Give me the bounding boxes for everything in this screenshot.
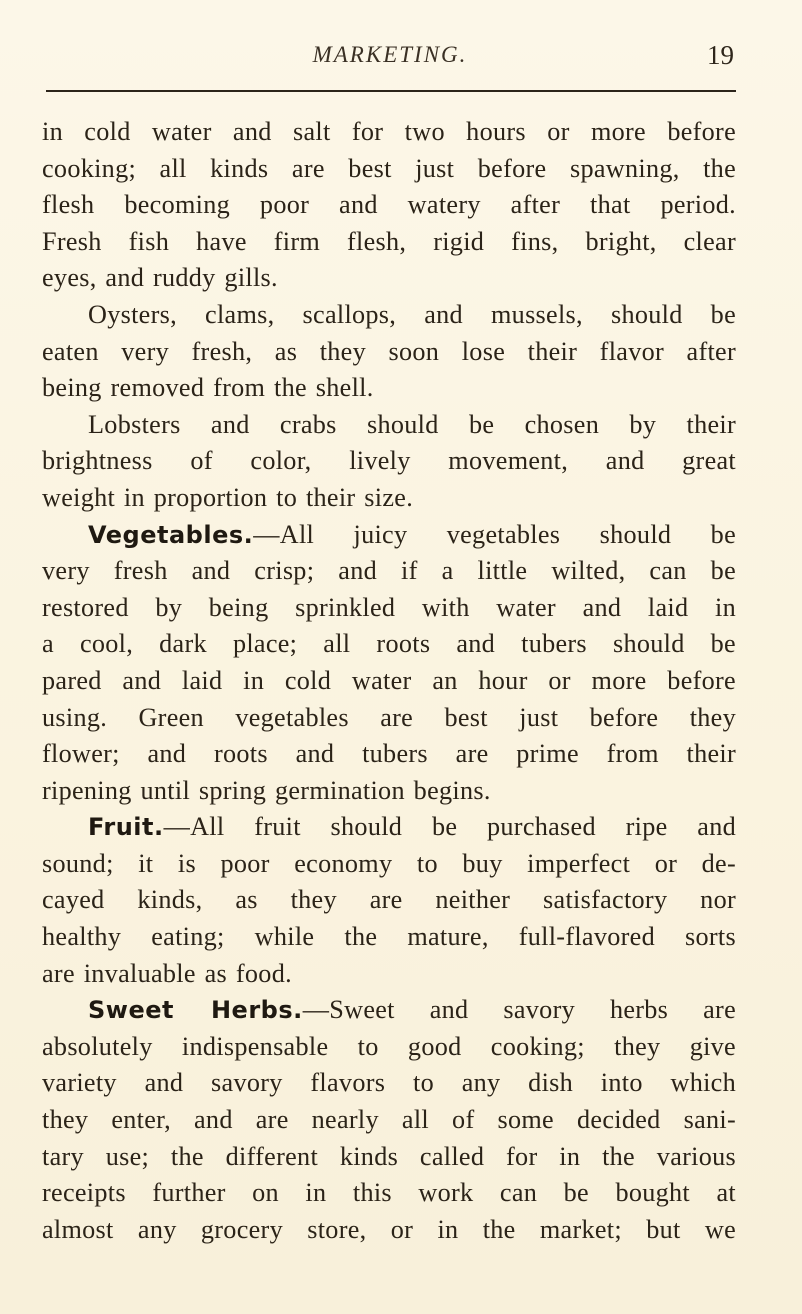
text-line: they enter, and are nearly all of some decided sani-	[42, 1105, 736, 1135]
section-heading-vegetables: Vegetables.	[88, 520, 254, 549]
text-line: eyes, and ruddy gills.	[42, 263, 278, 293]
text-line: cooking; all kinds are best just before spawning, the	[42, 153, 736, 183]
text-line: in cold water and salt for two hours or more before	[42, 117, 736, 146]
text-line: very fresh and crisp; and if a little wilted, can be	[42, 556, 736, 586]
text-line: —All juicy vegetables should be	[253, 519, 736, 549]
section-heading-fruit: Fruit.	[88, 813, 164, 842]
text-line: —All fruit should be purchased ripe and	[163, 812, 736, 842]
text-line: sound; it is poor economy to buy imperfect or de-	[42, 848, 736, 878]
text-line: absolutely indispensable to good cooking; they give	[42, 1031, 736, 1061]
text-line: weight in proportion to their size.	[42, 482, 414, 512]
text-line: eaten very fresh, as they soon lose their flavor after	[42, 336, 736, 366]
text-line: Oysters, clams, scallops, and mussels, should be	[88, 299, 736, 329]
text-line: ripening until spring germination begins.	[42, 775, 491, 805]
text-line: a cool, dark place; all roots and tubers should be	[42, 629, 736, 659]
text-line: receipts further on in this work can be bought at	[42, 1178, 736, 1208]
text-line: variety and savory flavors to any dish into which	[42, 1068, 736, 1098]
text-line: tary use; the different kinds called for in the various	[42, 1141, 736, 1171]
paragraph-vegetables-first-line	[42, 517, 736, 554]
body-text	[42, 114, 736, 1248]
text-line: pared and laid in cold water an hour or more before	[42, 665, 736, 695]
text-line: flower; and roots and tubers are prime from their	[42, 739, 736, 769]
text-line: using. Green vegetables are best just before they	[42, 702, 736, 732]
paragraph-sweet-herbs-first-line	[42, 992, 736, 1029]
section-heading-sweet-herbs: Sweet Herbs.	[88, 996, 303, 1025]
page-number: 19	[707, 40, 734, 70]
text-line: Lobsters and crabs should be chosen by their	[88, 409, 736, 439]
text-line: are invaluable as food.	[42, 958, 292, 988]
running-title: MARKETING.	[312, 42, 468, 67]
text-line: restored by being sprinkled with water and laid in	[42, 592, 736, 622]
text-line: healthy eating; while the mature, full-flavored sorts	[42, 922, 736, 952]
text-line: brightness of color, lively movement, and great	[42, 446, 736, 476]
text-line: Fresh fish have firm flesh, rigid fins, bright, clear	[42, 226, 736, 256]
text-line: cayed kinds, as they are neither satisfactory nor	[42, 885, 736, 915]
paragraph-fruit-first-line	[42, 809, 736, 846]
text-line: —Sweet and savory herbs are	[302, 995, 737, 1025]
text-line: almost any grocery store, or in the market; but we	[42, 1214, 736, 1244]
running-head	[44, 38, 736, 78]
header-rule	[46, 90, 736, 92]
text-line: being removed from the shell.	[42, 373, 374, 403]
text-line: flesh becoming poor and watery after that period.	[42, 190, 736, 220]
